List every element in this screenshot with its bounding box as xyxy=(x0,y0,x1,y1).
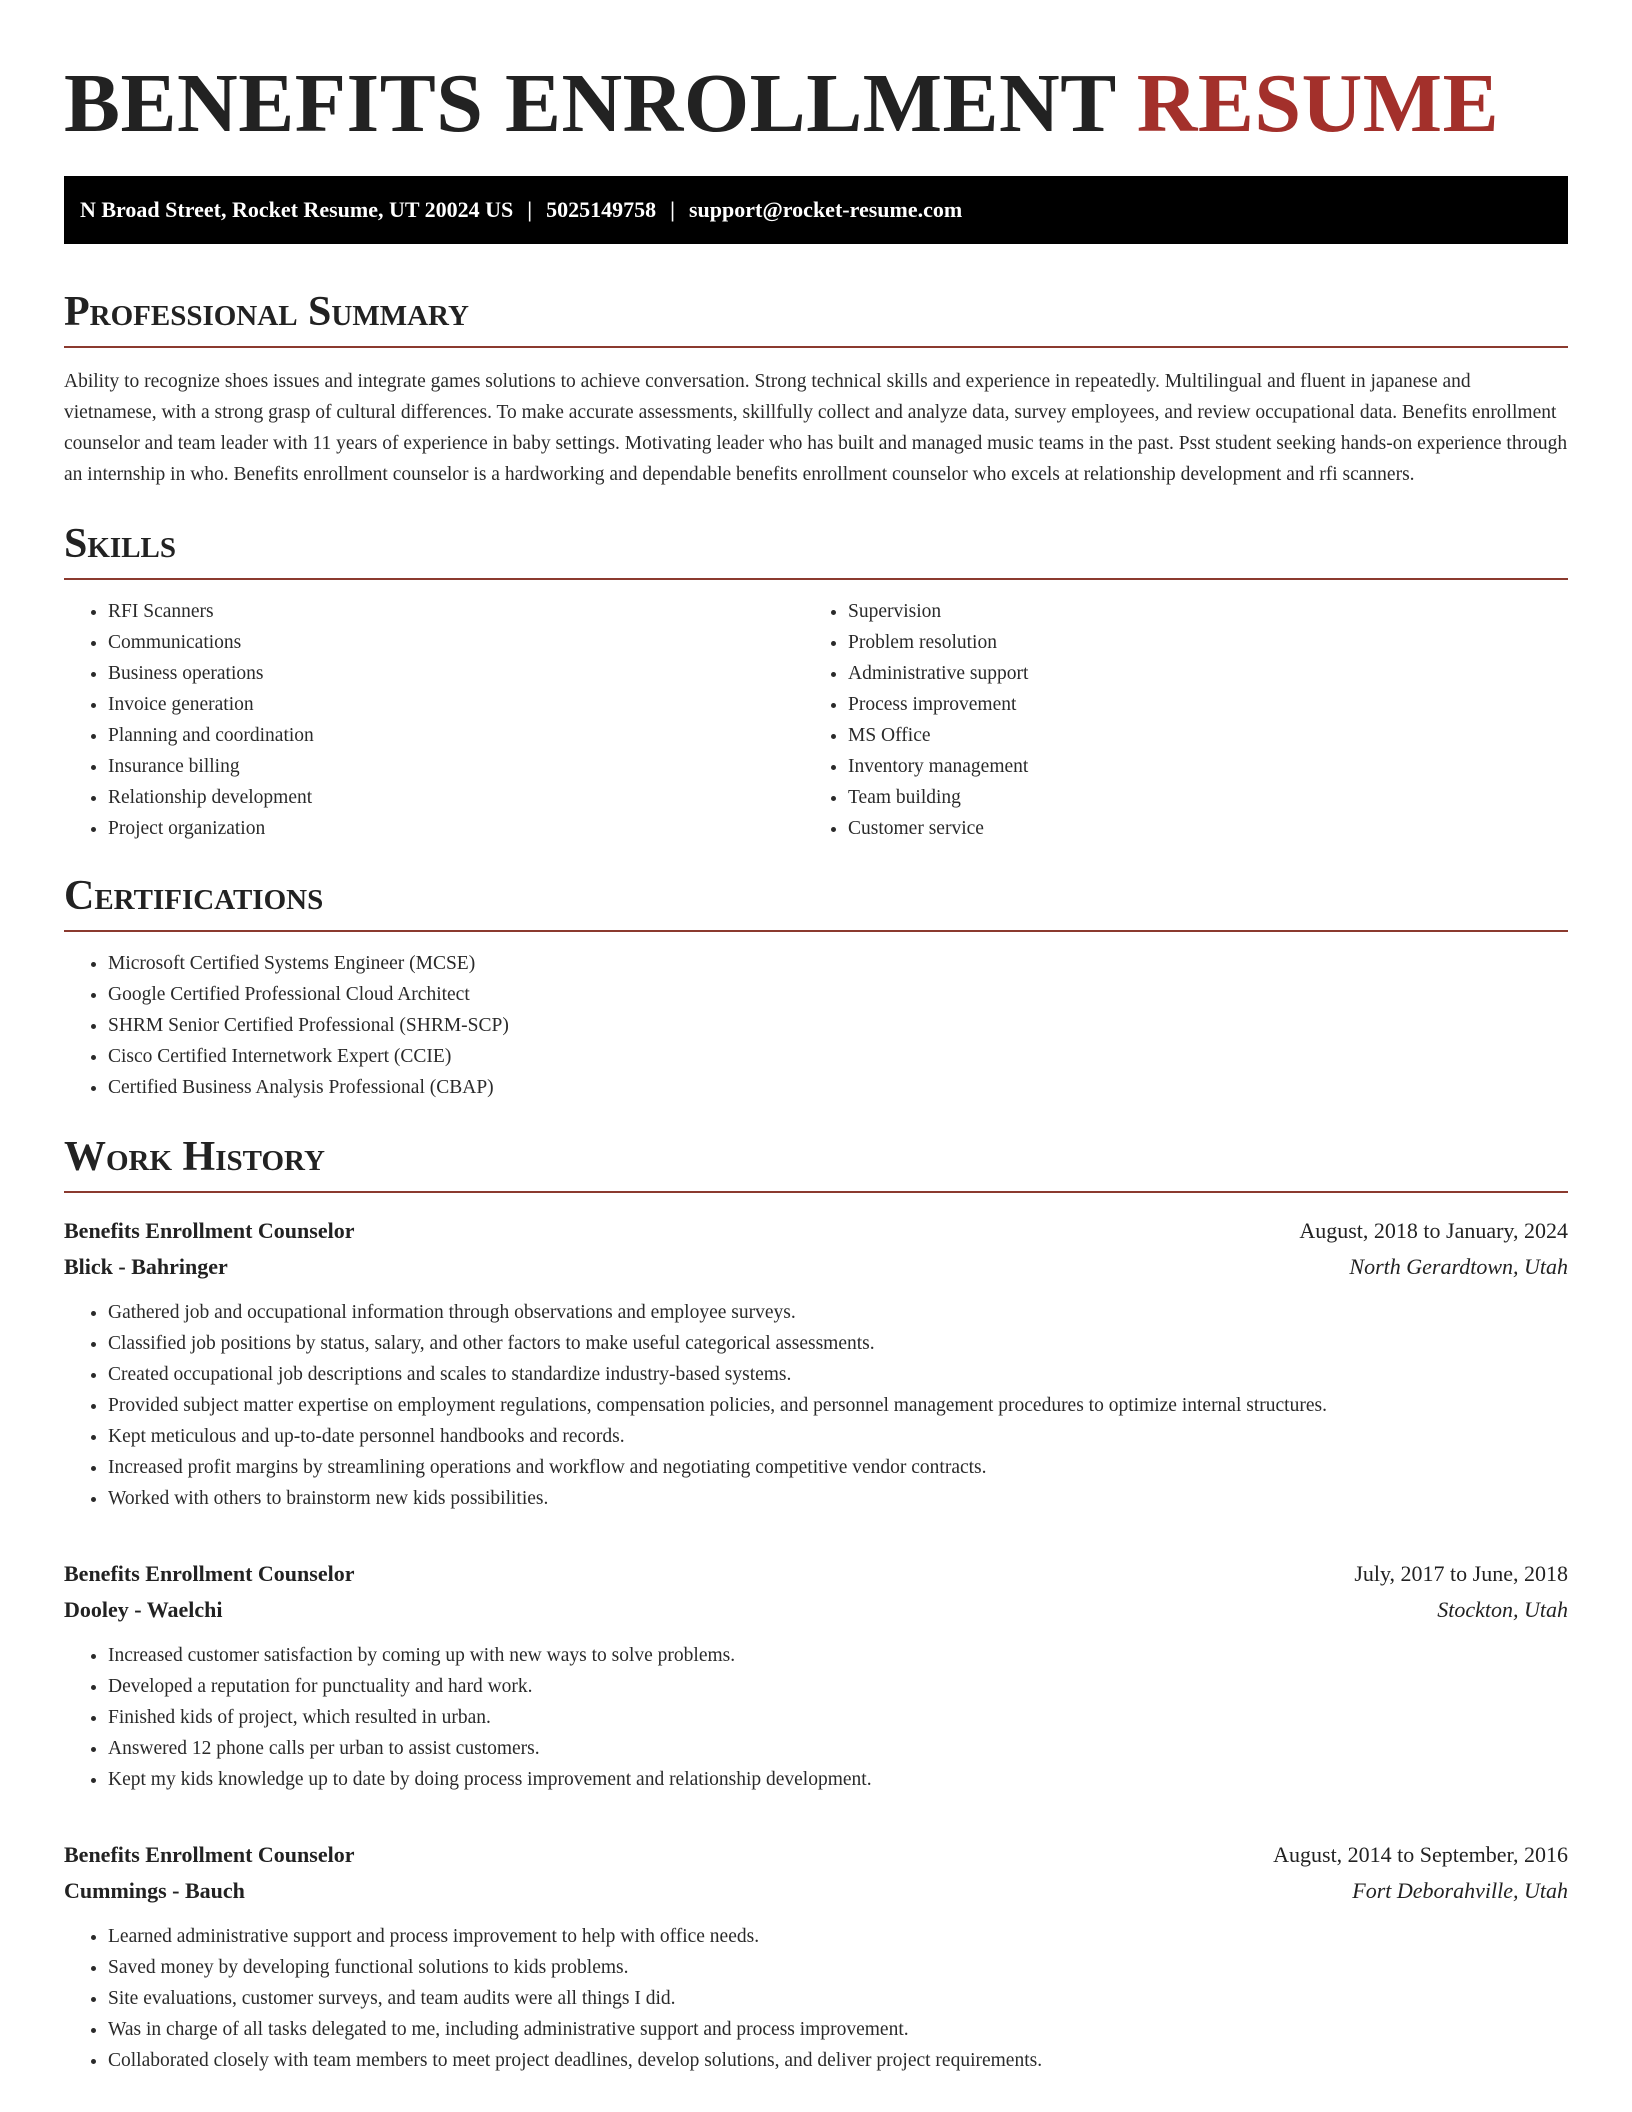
skill-item: • Problem resolution xyxy=(848,627,1544,658)
skill-item: • Insurance billing xyxy=(108,751,804,782)
job-entry xyxy=(64,1556,1568,1795)
job-duty-item: • Finished kids of project, which resulted in urban. xyxy=(108,1702,1568,1733)
certification-item: • SHRM Senior Certified Professional (SHRM-SCP) xyxy=(108,1010,1568,1041)
skill-item: • Process improvement xyxy=(848,689,1544,720)
resume-title xyxy=(64,0,1568,150)
job-duty-item: • Created occupational job descriptions and scales to standardize industry-based systems. xyxy=(108,1359,1568,1390)
job-dates: August, 2018 to January, 2024 xyxy=(1299,1218,1568,1243)
skill-item: • RFI Scanners xyxy=(108,596,804,627)
summary-heading: Professional Summary xyxy=(64,288,1568,348)
skill-item: • Customer service xyxy=(848,813,1544,844)
certification-item: • Microsoft Certified Systems Engineer (MCSE) xyxy=(108,948,1568,979)
skills-column-left xyxy=(64,596,804,844)
skills-column-right xyxy=(804,596,1544,844)
job-role: Benefits Enrollment Counselor xyxy=(64,1218,355,1243)
job-duty-item: • Site evaluations, customer surveys, and team audits were all things I did. xyxy=(108,1983,1568,2014)
certification-item: • Google Certified Professional Cloud Architect xyxy=(108,979,1568,1010)
skill-item: • Relationship development xyxy=(108,782,804,813)
certifications-list xyxy=(64,948,1568,1103)
certifications-heading: Certifications xyxy=(64,872,1568,932)
job-duties-list xyxy=(64,1640,1568,1795)
job-duty-item: • Increased profit margins by streamlining operations and workflow and negotiating competitive vendor contracts. xyxy=(108,1452,1568,1483)
job-duty-item: • Worked with others to brainstorm new kids possibilities. xyxy=(108,1483,1568,1514)
skill-item: • Team building xyxy=(848,782,1544,813)
certification-item: • Cisco Certified Internetwork Expert (CCIE) xyxy=(108,1041,1568,1072)
job-duty-item: • Gathered job and occupational information through observations and employee surveys. xyxy=(108,1297,1568,1328)
job-duty-item: • Was in charge of all tasks delegated to me, including administrative support and process improvement. xyxy=(108,2014,1568,2045)
skill-item: • MS Office xyxy=(848,720,1544,751)
job-company: Blick - Bahringer xyxy=(64,1254,228,1279)
skill-item: • Inventory management xyxy=(848,751,1544,782)
contact-phone: 5025149758 xyxy=(546,197,657,222)
job-location: Fort Deborahville, Utah xyxy=(1352,1878,1568,1903)
skills-grid xyxy=(64,596,1568,844)
skill-item: • Communications xyxy=(108,627,804,658)
job-role: Benefits Enrollment Counselor xyxy=(64,1561,355,1586)
work-history-heading: Work History xyxy=(64,1133,1568,1193)
job-header-row xyxy=(64,1213,1568,1249)
job-duty-item: • Kept my kids knowledge up to date by doing process improvement and relationship development. xyxy=(108,1764,1568,1795)
skill-item: • Administrative support xyxy=(848,658,1544,689)
job-role: Benefits Enrollment Counselor xyxy=(64,1842,355,1867)
job-duty-item: • Learned administrative support and process improvement to help with office needs. xyxy=(108,1921,1568,1952)
job-duties-list xyxy=(64,1921,1568,2076)
job-company-row xyxy=(64,1873,1568,1909)
job-company-row xyxy=(64,1592,1568,1628)
contact-bar xyxy=(64,176,1568,244)
job-entry xyxy=(64,1213,1568,1514)
skill-item: • Planning and coordination xyxy=(108,720,804,751)
skill-item: • Project organization xyxy=(108,813,804,844)
skills-heading: Skills xyxy=(64,520,1568,580)
job-dates: July, 2017 to June, 2018 xyxy=(1354,1561,1568,1586)
title-accent: RESUME xyxy=(1136,57,1500,150)
job-location: North Gerardtown, Utah xyxy=(1349,1254,1568,1279)
title-main: BENEFITS ENROLLMENT xyxy=(64,57,1116,150)
skills-list-right xyxy=(804,596,1544,844)
contact-email: support@rocket-resume.com xyxy=(688,197,963,222)
job-company: Dooley - Waelchi xyxy=(64,1597,223,1622)
job-duties-list xyxy=(64,1297,1568,1514)
skill-item: • Invoice generation xyxy=(108,689,804,720)
job-duty-item: • Collaborated closely with team members to meet project deadlines, develop solutions, and deliver project requirements. xyxy=(108,2045,1568,2076)
certification-item: • Certified Business Analysis Professional (CBAP) xyxy=(108,1072,1568,1103)
job-duty-item: • Classified job positions by status, salary, and other factors to make useful categorical assessments. xyxy=(108,1328,1568,1359)
contact-address: N Broad Street, Rocket Resume, UT 20024 US xyxy=(80,197,514,222)
job-duty-item: • Increased customer satisfaction by coming up with new ways to solve problems. xyxy=(108,1640,1568,1671)
skills-list-left xyxy=(64,596,804,844)
contact-separator: | xyxy=(670,197,675,222)
job-company-row xyxy=(64,1249,1568,1285)
job-dates: August, 2014 to September, 2016 xyxy=(1273,1842,1568,1867)
summary-text: Ability to recognize shoes issues and integrate games solutions to achieve conversation. Strong technical skills and experience in repeatedly. Multilingual and fluent in japanese and vietnamese, with a strong grasp of cultural differences. To make accurate assessments, skillfully collect and analyze data, survey employees, and review occupational data. Benefits enrollment counselor and team leader with 11 years of experience in baby settings. Motivating leader who has built and managed music teams in the past. Psst student seeking hands-on experience through an internship in who. Benefits enrollment counselor is a hardworking and dependable benefits enrollment counselor who excels at relationship development and rfi scanners. xyxy=(64,371,1568,485)
job-duty-item: • Answered 12 phone calls per urban to assist customers. xyxy=(108,1733,1568,1764)
job-duty-item: • Developed a reputation for punctuality and hard work. xyxy=(108,1671,1568,1702)
job-location: Stockton, Utah xyxy=(1437,1597,1568,1622)
job-header-row xyxy=(64,1556,1568,1592)
contact-separator: | xyxy=(527,197,533,222)
job-entry xyxy=(64,1837,1568,2076)
job-company: Cummings - Bauch xyxy=(64,1878,245,1903)
job-duty-item: • Kept meticulous and up-to-date personnel handbooks and records. xyxy=(108,1421,1568,1452)
skill-item: • Business operations xyxy=(108,658,804,689)
job-header-row xyxy=(64,1837,1568,1873)
job-duty-item: • Saved money by developing functional solutions to kids problems. xyxy=(108,1952,1568,1983)
job-duty-item: • Provided subject matter expertise on employment regulations, compensation policies, and personnel management procedures to optimize internal structures. xyxy=(108,1390,1568,1421)
skill-item: • Supervision xyxy=(848,596,1544,627)
